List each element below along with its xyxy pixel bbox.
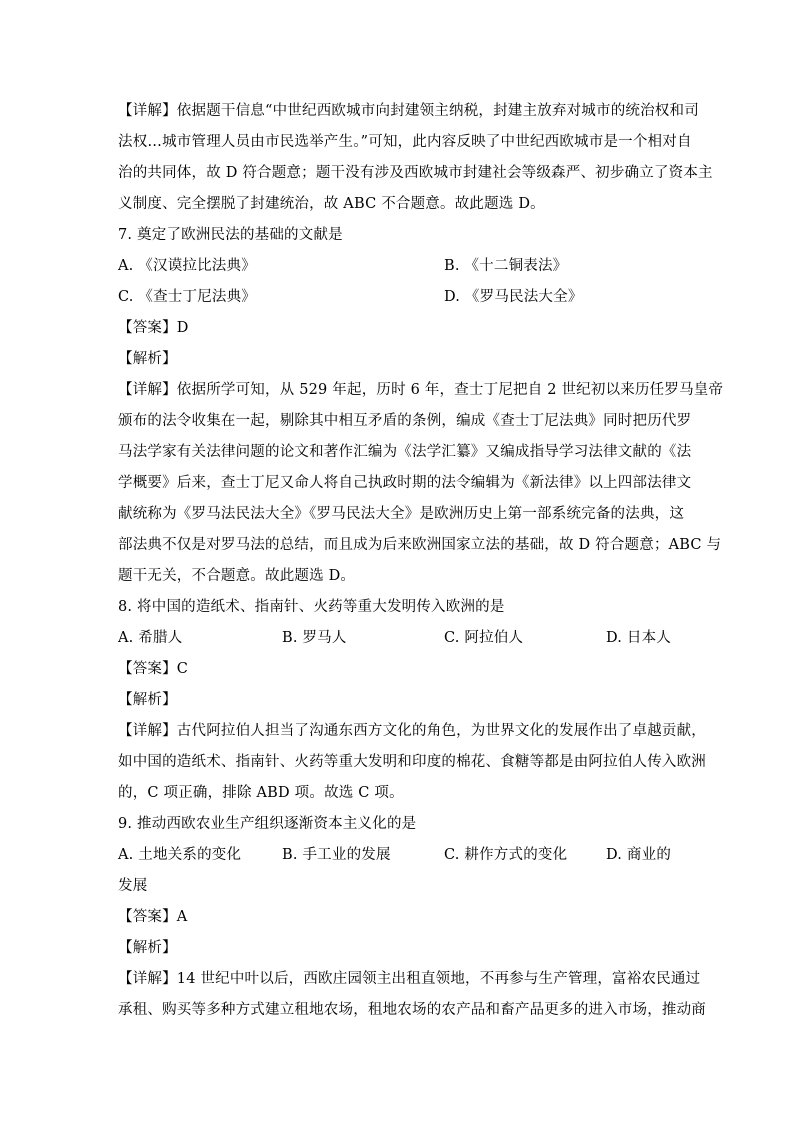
detail-line: 颁布的法令收集在一起，剔除其中相互矛盾的条例，编成《查士丁尼法典》同时把历代罗 [118, 413, 692, 429]
analysis-label: 【解析】 [118, 940, 177, 956]
option-wrap-text: 发展 [118, 878, 148, 894]
question-9-options-row [118, 840, 678, 871]
detail-line: 学概要》后来，查士丁尼又命人将自己执政时期的法令编辑为《新法律》以上四部法律文 [118, 475, 692, 491]
option-a: A. 希腊人 [118, 630, 183, 646]
option-c: C. 《查士丁尼法典》 [118, 289, 256, 305]
option-b: B. 罗马人 [282, 630, 347, 646]
detail-line: 献统称为《罗马法民法大全》《罗马民法大全》是欧洲历史上第一部系统完备的法典，这 [118, 506, 685, 522]
analysis-label: 【解析】 [118, 692, 177, 708]
detail-line: 的，C 项正确，排除 ABD 项。故选 C 项。 [118, 785, 404, 801]
document-page [118, 96, 724, 1026]
analysis-label: 【解析】 [118, 351, 177, 367]
detail-line: 【详解】古代阿拉伯人担当了沟通东西方文化的角色，为世界文化的发展作出了卓越贡献， [118, 723, 706, 739]
question-8-stem: 8. 将中国的造纸术、指南针、火药等重大发明传入欧洲的是 [118, 599, 505, 615]
option-d: D. 《罗马民法大全》 [444, 289, 583, 305]
answer-label: 【答案】C [118, 661, 189, 677]
answer-label: 【答案】D [118, 320, 189, 336]
detail-line: 马法学家有关法律问题的论文和著作汇编为《法学汇纂》又编成指导学习法律文献的《法 [118, 444, 692, 460]
option-a: A. 《汉谟拉比法典》 [118, 258, 256, 274]
detail-line: 【详解】依据所学可知，从 529 年起，历时 6 年，查士丁尼把自 2 世纪初以来历任罗马皇帝 [118, 382, 724, 398]
question-7-stem: 7. 奠定了欧洲民法的基础的文献是 [118, 227, 343, 243]
paragraph-line: 义制度、完全摆脱了封建统治，故 ABC 不合题意。故此题选 D。 [118, 196, 545, 212]
question-8-options-row [118, 623, 678, 654]
detail-line: 题干无关，不合题意。故此题选 D。 [118, 568, 356, 584]
answer-label: 【答案】A [118, 909, 188, 925]
option-a: A. 土地关系的变化 [118, 847, 242, 863]
detail-line: 部法典不仅是对罗马法的总结，而且成为后来欧洲国家立法的基础，故 D 符合题意；ABC 与 [118, 537, 722, 553]
option-c: C. 阿拉伯人 [444, 630, 524, 646]
question-9-stem: 9. 推动西欧农业生产组织逐渐资本主义化的是 [118, 816, 417, 832]
option-c: C. 耕作方式的变化 [444, 847, 568, 863]
option-d: D. 日本人 [606, 630, 672, 646]
option-d: D. 商业的 [606, 847, 672, 863]
question-7-options-row-2 [118, 282, 678, 313]
paragraph-line: 【详解】依据题干信息“中世纪西欧城市向封建领主纳税，封建主放弃对城市的统治权和司 [118, 103, 699, 119]
option-b: B. 《十二铜表法》 [444, 258, 568, 274]
question-7-options-row-1 [118, 251, 678, 282]
detail-line: 承租、购买等多种方式建立租地农场，租地农场的农产品和畜产品更多的进入市场，推动商 [118, 1002, 706, 1018]
paragraph-line: 法权…城市管理人员由市民选举产生。”可知，此内容反映了中世纪西欧城市是一个相对自 [118, 134, 692, 150]
option-b: B. 手工业的发展 [282, 847, 391, 863]
paragraph-line: 治的共同体，故 D 符合题意；题干没有涉及西欧城市封建社会等级森严、初步确立了资本主 [118, 165, 713, 181]
detail-line: 【详解】14 世纪中叶以后，西欧庄园领主出租直领地，不再参与生产管理，富裕农民通过 [118, 971, 701, 987]
detail-line: 如中国的造纸术、指南针、火药等重大发明和印度的棉花、食糖等都是由阿拉伯人传入欧洲 [118, 754, 706, 770]
